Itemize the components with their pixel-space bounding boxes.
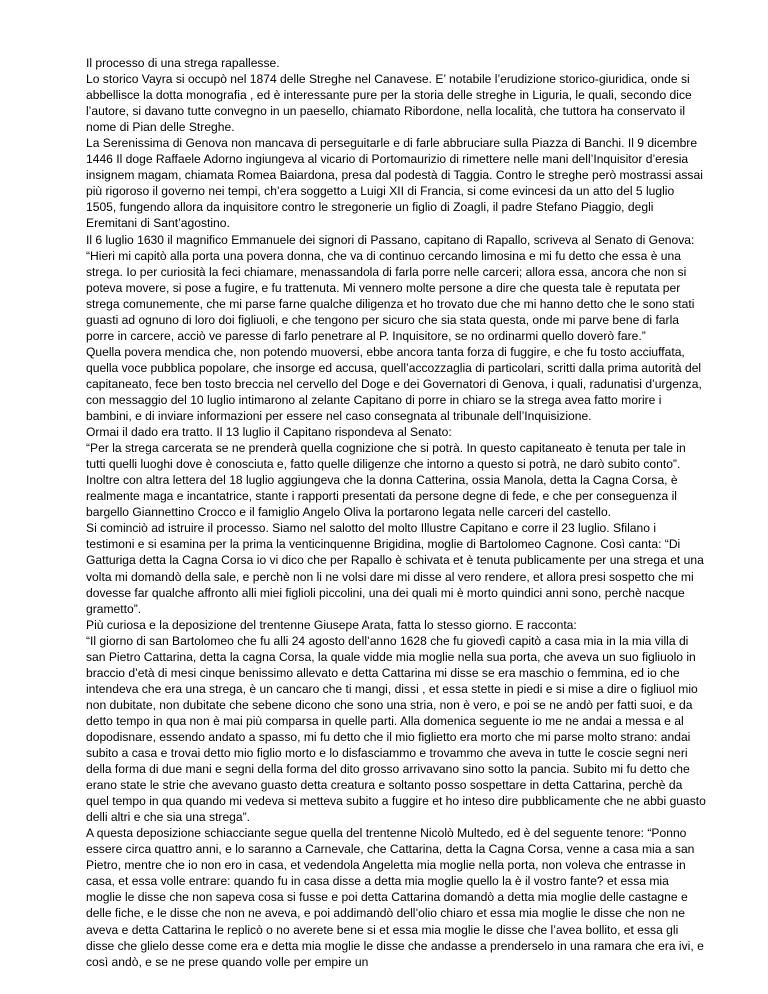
paragraph: Ormai il dado era tratto. Il 13 luglio il Capitano rispondeva al Senato: xyxy=(86,425,452,440)
paragraph: Il 6 luglio 1630 il magnifico Emmanuele dei signori di Passano, capitano di Rapallo, scriveva al Senato di Genova: xyxy=(86,232,695,247)
paragraph: Si cominciò ad istruire il processo. Siamo nel salotto del molto Illustre Capitano e corre il 23 luglio. Sfilano i testimoni e si esamina per la prima la venticinquenne Brigidina, moglie di Bartolomeo Cagnone. Così canta: “Di Gatturiga detta la Cagna Corsa io vi dico che per Rapallo è schivata et è tenuta publicamente per una strega et una volta mi domandò della sale, e perchè non li ne volsi dare mi disse al vero rendere, et allora presi sospetto che mi dovesse far qualche affronto alli miei figlioli piccolini, una dei quali mi è morto quindici anni sono, perchè nacque grametto”. xyxy=(86,521,704,616)
paragraph: La Serenissima di Genova non mancava di perseguitarle e di farle abbruciare sulla Piazza di Banchi. Il 9 dicembre 1446 Il doge Raffaele Adorno ingiungeva al vicario di Portomaurizio di rimettere nelle mani dell’Inquisitor d’eresia insignem magam, chiamata Romea Baiardona, presa dal podestà di Taggia. Contro le streghe però mostrassi assai più rigoroso il governo nei tempi, ch’era soggetto a Luigi XII di Francia, si come evincesi da un atto del 5 luglio 1505, fungendo allora da inquisitore contro le stregonerie un figlio di Zoagli, il padre Stefano Piaggio, degli Eremitani di Sant’agostino. xyxy=(86,136,703,231)
paragraph: Lo storico Vayra si occupò nel 1874 delle Streghe nel Canavese. E’ notabile l’erudizione storico-giuridica, onde si abbellisce la dotta monografia , ed è interessante pure per la storia delle streghe in Liguria, le quali, secondo dice l’autore, si davano tutte convegno in un paesello, chiamato Ribordone, nella località, che tuttora ha conservato il nome di Pian delle Streghe. xyxy=(86,72,692,135)
document-title: Il processo di una strega rapallesse. xyxy=(86,56,280,70)
paragraph: Inoltre con altra lettera del 18 luglio aggiungeva che la donna Catterina, ossia Manola, detta la Cagna Corsa, è realmente maga e incantatrice, stante i rapporti presentati da persone degne di fede, e che per conseguenza il bargello Giannettino Crocco e il famiglio Angelo Oliva la portarono legata nelle carceri del castello. xyxy=(86,473,678,520)
paragraph: “Per la strega carcerata se ne prenderà quella cognizione che si potrà. In questo capitaneato è tenuta per tale in tutti quelli luoghi dove è conosciuta e, fatto quelle diligenze che intorno a questo si potrà, ne darò subito conto”. xyxy=(86,441,686,472)
paragraph: Più curiosa e la deposizione del trentenne Giusepe Arata, fatta lo stesso giorno. E racconta: xyxy=(86,617,577,632)
document-page xyxy=(86,55,706,970)
paragraph: “Hieri mi capitò alla porta una povera donna, che va di continuo cercando limosina e mi fu detto che essa è una strega. Io per curiosità la feci chiamare, menassandola di farla porre nelle carceri; allora essa, ancora che non si poteva movere, si pose a fugire, e fu trattenuta. Mi vennero molte persone a dire che questa tale è reputata per strega comunemente, che mi parse farne qualche diligenza et ho trovato due che mi hanno detto che le sono stati guasti ad ognuno di loro doi figliuoli, e che tengono per sicuro che sia stata questa, onde mi parve bene di farla porre in carcere, acciò ve paresse di farlo penetrare al P. Inquisitore, se no ordinarmi quello doverò fare.” xyxy=(86,248,695,343)
paragraph: “Il giorno di san Bartolomeo che fu alli 24 agosto dell’anno 1628 che fu giovedì capitò a casa mia in la mia villa di san Pietro Cattarina, detta la cagna Corsa, la quale vidde mia moglie nella sua porta, che aveva un suo figliuolo in braccio d’età di mesi cinque benissimo allevato e detta Cattarina mi disse se era maschio o femmina, ed io che intendeva che era una strega, è un cancaro che ti mangi, dissi , et essa stette in piedi e si mise a dire o figliuol mio non dubitate, non dubitate che sebene dicono che sono una stria, non è vero, e poi se ne andò per fatti suoi, e da detto tempo in qua non è mai più comparsa in quelle parti. Alla domenica seguente io me ne andai a messa e al dopodisnare, essendo andato a spasso, mi fu detto che il mio figlietto era morto che mi parse molto strano: andai subito a casa e trovai detto mio figlio morto e lo disfasciammo e trovammo che aveva in tutte le coscie segni neri della forma di due mani e segni della forma del dito grosso arrivavano sino sotto la pancia. Subito mi fu detto che erano state le strie che avevano guasto detta creatura e soltanto posso sospettare in detta Cattarina, perchè da quel tempo in qua quando mi vedeva si metteva subito a fuggire et ho inteso dire pubblicamente che ne abbi guasto delli altri e che sia una strega”. xyxy=(86,633,706,825)
paragraph: A questa deposizione schiacciante segue quella del trentenne Nicolò Multedo, ed è del seguente tenore: “Ponno essere circa quattro anni, e lo saranno a Carnevale, che Cattarina, detta la Cagna Corsa, venne a casa mia a san Pietro, mentre che io non ero in casa, et vedendola Angeletta mia moglie nella porta, non voleva che entrasse in casa, et essa volle entrare: quando fu in casa disse a detta mia moglie quello la è il vostro fante? et essa mia moglie le disse che non sapeva cosa si fusse e poi detta Cattarina domandò a detta mia moglie delle castagne e delle fiche, e le disse che non ne aveva, e poi addimandò dell’olio chiaro et essa mia moglie le disse che non ne aveva e detta Cattarina le replicò o no averete bene si et essa mia moglie le disse che l’avea bollito, et essa gli disse che glielo desse come era e detta mia moglie le disse che andasse a prenderselo in una ramara che era ivi, e così andò, e se ne prese quando volle per empire un xyxy=(86,826,704,969)
paragraph: Quella povera mendica che, non potendo muoversi, ebbe ancora tanta forza di fuggire, e che fu tosto acciuffata, quella voce pubblica popolare, che insorge ed accusa, quell’accozzaglia di particolari, scritti dalla prima autorità del capitaneato, fece ben tosto breccia nel cervello del Doge e dei Governatori di Genova, i quali, radunatisi d’urgenza, con messaggio del 10 luglio intimarono al zelante Capitano di porre in chiaro se la strega avea fatto morire i bambini, e di inviare informazioni per essere nel caso consegnata al tribunale dell’Inquisizione. xyxy=(86,344,702,424)
